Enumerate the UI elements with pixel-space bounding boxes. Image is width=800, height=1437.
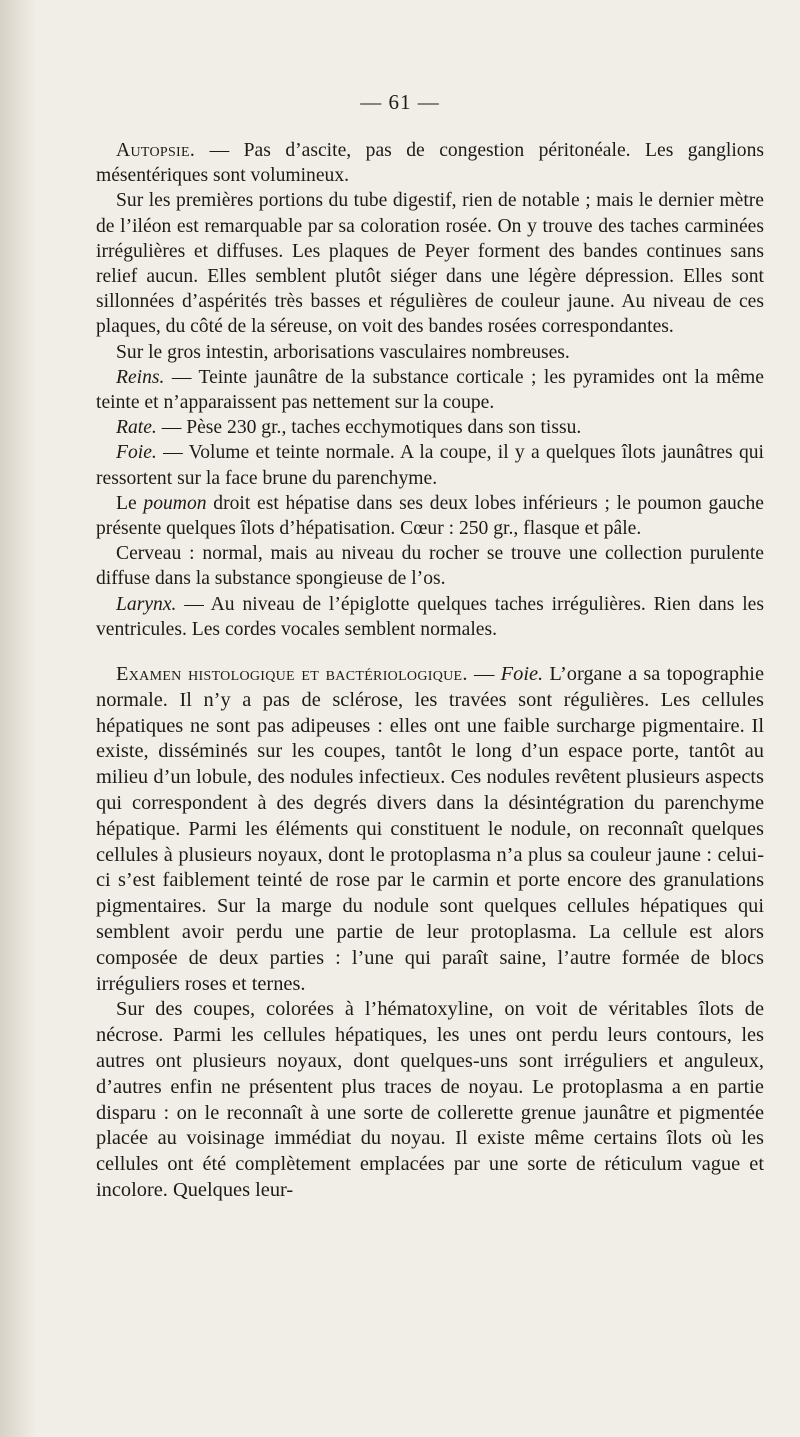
organ-label-spleen: Rate. [116,417,157,439]
paragraph-text: droit est hépatise dans ses deux lobes inférieurs ; le poumon gauche présente quelques îlots d’hépatisation. Cœur : 250 gr., flasque et pâle. [96,492,764,540]
paragraph-text: Sur le gros intestin, arborisations vasculaires nombreuses. [116,341,570,363]
paragraph-histology-liver [96,662,764,997]
autopsy-section [96,138,764,642]
histology-section [96,662,764,1204]
paragraph-kidneys [96,365,764,415]
histology-heading: Examen histologique et bactériologique. [116,663,468,686]
paragraph-spleen [96,415,764,440]
autopsy-heading: Autopsie. [116,140,196,161]
paragraph-autopsy-intro [96,138,764,188]
organ-label-lung: poumon [143,492,207,514]
organ-label-kidneys: Reins. [116,366,165,388]
organ-label-liver-histology: Foie. [500,663,544,686]
paragraph-intestine [96,188,764,339]
paragraph-text: Sur des coupes, colorées à l’hématoxyline, on voit de véritables îlots de nécrose. Parmi les cellules hépatiques, les unes ont perdu leurs contours, les autres ont plusieurs noyaux, dont quelques-uns sont irréguliers et anguleux, d’autres enfin ne présentent plus traces de noyau. Le protoplasma a en partie disparu : on le reconnaît à une sorte de collerette grenue jaunâtre et pigmentée placée au voisinage immédiat du noyau. Il existe même certains îlots où les cellules ont été complètement emplacées par une sorte de réticulum vague et incolore. Quelques leur- [96,998,764,1201]
page-binding-shadow [0,0,38,1437]
paragraph-brain [96,541,764,591]
document-page [96,124,764,1204]
paragraph-larynx [96,592,764,642]
page-number: — 61 — [360,90,440,114]
dash: — [474,663,495,686]
paragraph-text: — Volume et teinte normale. A la coupe, il y a quelques îlots jaunâtres qui ressortent sur la face brune du parenchyme. [96,442,764,489]
paragraph-liver [96,440,764,490]
paragraph-text: Sur les premières portions du tube digestif, rien de notable ; mais le dernier mètre de l’iléon est remarquable par sa coloration rosée. On y trouve des taches carminées irrégulières et diffuses. Les plaques de Peyer forment des bandes continues sans relief aucun. Elles semblent plutôt siéger dans une légère dépression. Elles sont sillonnées d’aspérités très basses et régulières de couleur jaune. Au niveau de ces plaques, du côté de la séreuse, on voit des bandes rosées correspondantes. [96,190,764,338]
paragraph-text: L’organe a sa topographie normale. Il n’y a pas de sclérose, les travées sont régulières. Les cellules hépatiques ne sont pas adipeuses : elles ont une faible surcharge pigmentaire. Il existe, disséminés sur les coupes, tantôt le long d’un espace porte, tantôt au milieu d’un lobule, des nodules infectieux. Ces nodules revêtent plusieurs aspects qui correspondent à des degrés divers dans la désintégration du parenchyme hépatique. Parmi les éléments qui constituent le nodule, on reconnaît quelques cellules à plusieurs noyaux, dont le protoplasma n’a plus sa couleur jaune : celui-ci s’est faiblement teinté de rose par le carmin et porte encore des granulations pigmentaires. Sur la marge du nodule sont quelques cellules hépatiques qui semblent avoir perdu une partie de leur protoplasma. La cellule est alors composée de deux parties : l’une qui paraît saine, l’autre formée de blocs irréguliers roses et ternes. [96,663,764,995]
paragraph-text: Cerveau : normal, mais au niveau du rocher se trouve une collection purulente diffuse dans la substance spongieuse de l’os. [96,543,764,590]
organ-label-larynx: Larynx. [116,593,177,615]
organ-label-liver: Foie. [116,442,157,464]
paragraph-text: — Pas d’ascite, pas de congestion péritonéale. Les ganglions mésentériques sont volumineux. [96,140,764,187]
paragraph-large-intestine [96,340,764,365]
paragraph-hematoxylin [96,997,764,1203]
paragraph-text: — Au niveau de l’épiglotte quelques taches irrégulières. Rien dans les ventricules. Les cordes vocales semblent normales. [96,593,764,640]
paragraph-text: — Teinte jaunâtre de la substance corticale ; les pyramides ont la même teinte et n’apparaissent pas nettement sur la coupe. [96,366,764,414]
paragraph-prefix: Le [116,492,144,514]
paragraph-lung [96,491,764,541]
paragraph-text: — Pèse 230 gr., taches ecchymotiques dans son tissu. [156,417,582,439]
